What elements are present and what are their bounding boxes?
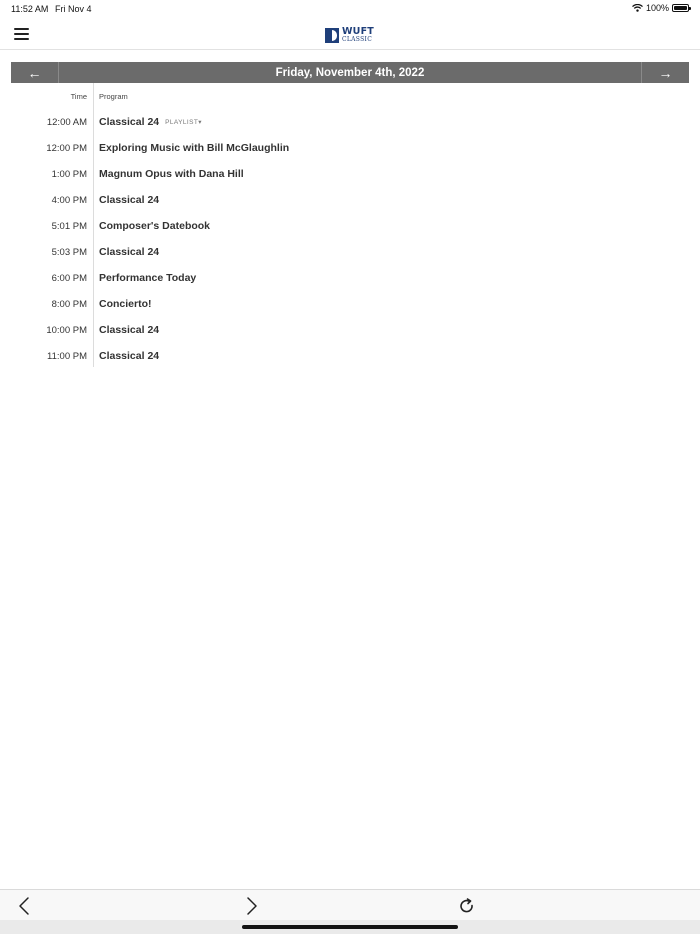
schedule-row bbox=[11, 135, 689, 161]
chevron-right-icon[interactable] bbox=[242, 896, 262, 916]
logo-text bbox=[342, 27, 374, 43]
row-program[interactable]: Concierto! bbox=[99, 298, 152, 310]
row-time: 5:03 PM bbox=[51, 246, 87, 258]
next-day-button[interactable]: → bbox=[641, 62, 689, 83]
row-program[interactable]: Performance Today bbox=[99, 272, 197, 284]
home-indicator-area bbox=[0, 920, 700, 934]
row-program[interactable]: Classical 24 bbox=[99, 350, 160, 362]
row-program[interactable]: Composer's Datebook bbox=[99, 220, 211, 232]
schedule-row bbox=[11, 291, 689, 317]
home-indicator[interactable] bbox=[242, 925, 458, 929]
program-column-header: Program bbox=[99, 91, 128, 101]
row-time: 6:00 PM bbox=[51, 272, 87, 284]
logo-line1: WUFT bbox=[342, 26, 374, 38]
browser-toolbar bbox=[0, 889, 700, 920]
schedule-row bbox=[11, 109, 689, 135]
logo-line2: CLASSIC bbox=[342, 35, 373, 43]
time-column-header: Time bbox=[70, 91, 87, 101]
date-navigation-bar bbox=[11, 62, 689, 83]
row-time: 12:00 AM bbox=[46, 116, 87, 128]
row-program[interactable]: Classical 24 bbox=[99, 116, 160, 128]
schedule-date-title: Friday, November 4th, 2022 bbox=[275, 66, 425, 79]
row-time: 8:00 PM bbox=[51, 298, 87, 310]
row-time: 4:00 PM bbox=[51, 194, 87, 206]
battery-icon bbox=[672, 4, 689, 12]
wifi-icon bbox=[632, 4, 643, 12]
row-time: 1:00 PM bbox=[51, 168, 87, 180]
playlist-toggle[interactable]: PLAYLIST▾ bbox=[165, 119, 202, 126]
logo-mark-icon bbox=[325, 28, 339, 43]
status-bar bbox=[0, 0, 700, 18]
schedule-row bbox=[11, 317, 689, 343]
top-nav bbox=[0, 18, 700, 50]
schedule-table bbox=[11, 83, 689, 369]
chevron-left-icon[interactable] bbox=[15, 896, 35, 916]
reload-icon[interactable] bbox=[457, 896, 477, 916]
schedule-row bbox=[11, 239, 689, 265]
row-program[interactable]: Classical 24 bbox=[99, 246, 160, 258]
schedule-row bbox=[11, 213, 689, 239]
battery-percent: 100% bbox=[645, 3, 669, 13]
row-program[interactable]: Magnum Opus with Dana Hill bbox=[99, 168, 244, 180]
schedule-row bbox=[11, 187, 689, 213]
row-time: 5:01 PM bbox=[51, 220, 87, 232]
status-date: Fri Nov 4 bbox=[55, 4, 92, 14]
row-program[interactable]: Exploring Music with Bill McGlaughlin bbox=[99, 142, 290, 154]
status-time: 11:52 AM bbox=[11, 4, 49, 14]
row-time: 11:00 PM bbox=[47, 350, 87, 362]
schedule-header-row bbox=[11, 83, 689, 109]
schedule-row bbox=[11, 265, 689, 291]
schedule-row bbox=[11, 343, 689, 369]
status-right bbox=[632, 3, 689, 13]
row-time: 12:00 PM bbox=[46, 142, 87, 154]
wuft-classic-logo[interactable] bbox=[325, 26, 374, 44]
row-time: 10:00 PM bbox=[46, 324, 87, 336]
row-program[interactable]: Classical 24 bbox=[99, 194, 160, 206]
schedule-row bbox=[11, 161, 689, 187]
hamburger-icon[interactable] bbox=[14, 28, 29, 40]
previous-day-button[interactable]: ← bbox=[11, 62, 59, 83]
row-program[interactable]: Classical 24 bbox=[99, 324, 160, 336]
